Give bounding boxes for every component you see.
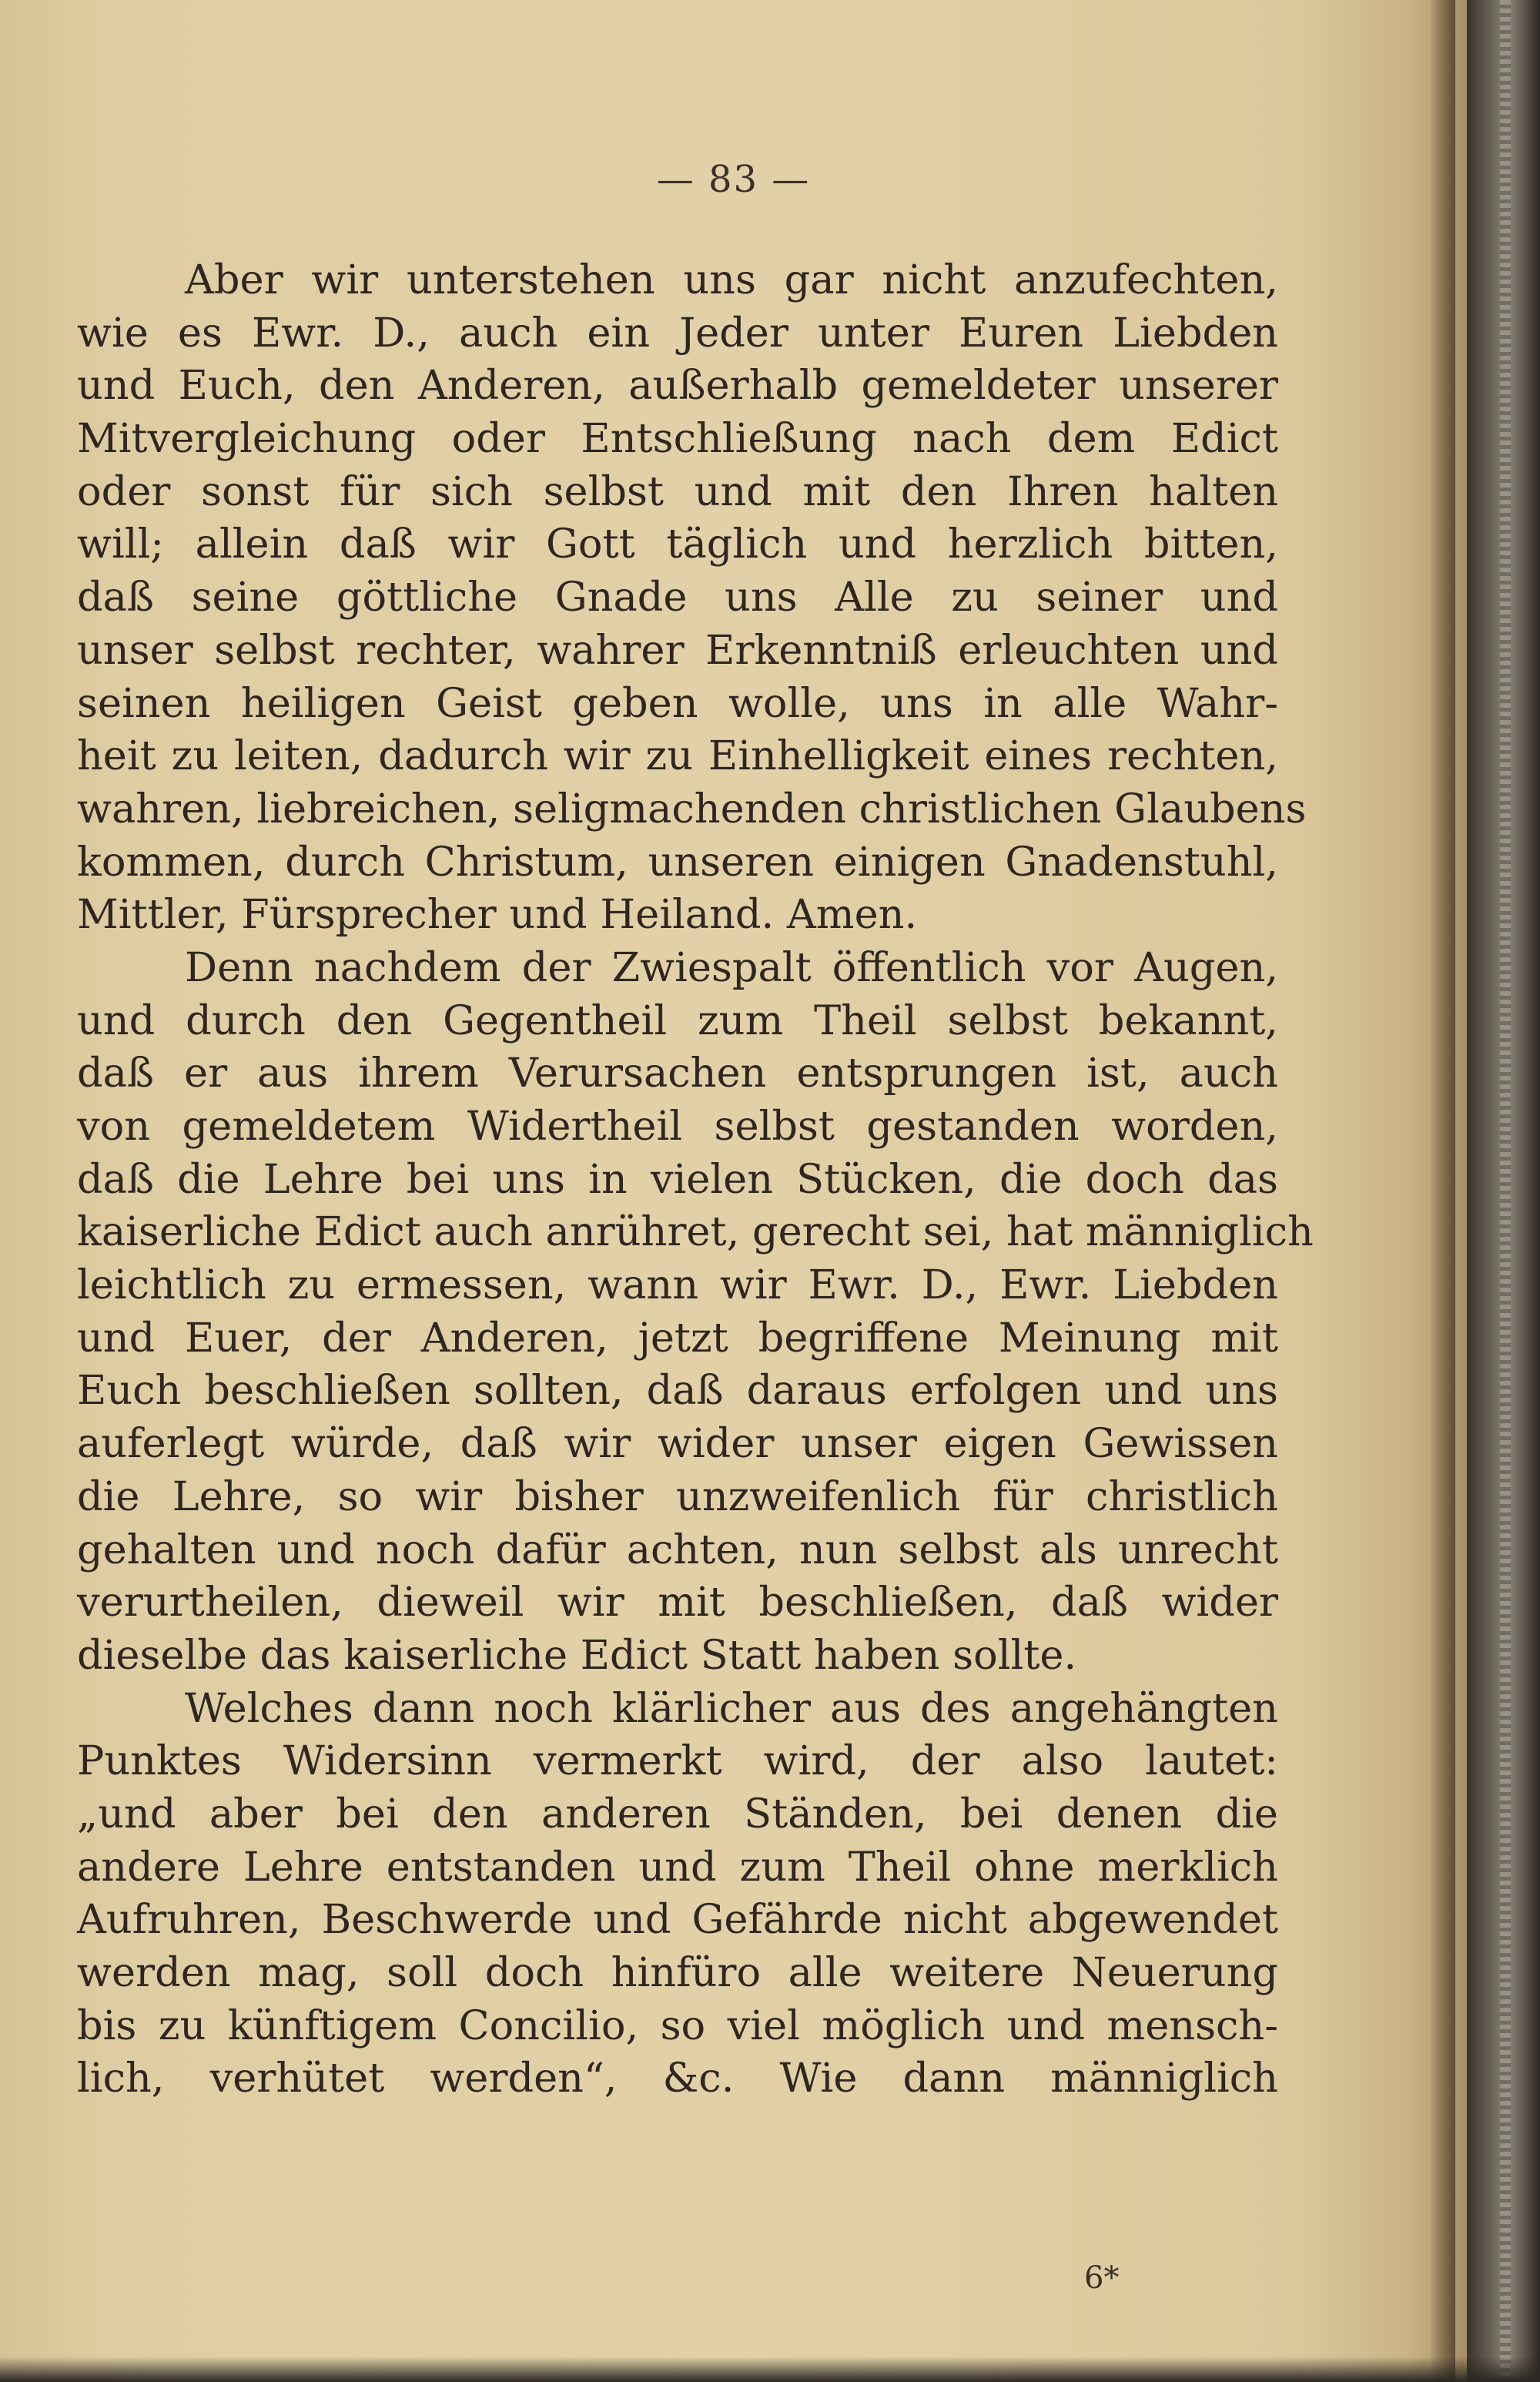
body-text bbox=[77, 254, 1314, 2106]
page-fore-edge bbox=[1431, 0, 1455, 2382]
binding-texture bbox=[1500, 0, 1511, 2382]
text-line: und Euch, den Anderen, außerhalb gemeldeter unserer bbox=[77, 362, 1278, 410]
text-line: und durch den Gegentheil zum Theil selbst bekannt, bbox=[77, 997, 1278, 1044]
signature-mark: 6* bbox=[1084, 2260, 1120, 2296]
text-line: daß er aus ihrem Verursachen entsprungen ist, auch bbox=[77, 1050, 1278, 1097]
text-line: oder sonst für sich selbst und mit den Ihren halten bbox=[77, 467, 1278, 515]
text-line: Euch beschließen sollten, daß daraus erfolgen und uns bbox=[77, 1367, 1278, 1415]
text-line: verurtheilen, dieweil wir mit beschließen, daß wider bbox=[77, 1579, 1278, 1627]
text-line: dieselbe das kaiserliche Edict Statt haben sollte. bbox=[77, 1631, 1077, 1679]
text-line: kaiserliche Edict auch anrühret, gerecht sei, hat männiglich bbox=[77, 1208, 1314, 1256]
text-line: andere Lehre entstanden und zum Theil ohne merklich bbox=[77, 1843, 1278, 1891]
text-line: leichtlich zu ermessen, wann wir Ewr. D., Ewr. Liebden bbox=[77, 1261, 1278, 1309]
text-line: daß seine göttliche Gnade uns Alle zu seiner und bbox=[77, 574, 1278, 621]
text-line: werden mag, soll doch hinfüro alle weitere Neuerung bbox=[77, 1949, 1278, 1996]
text-line: bis zu künftigem Concilio, so viel möglich und mensch- bbox=[77, 2002, 1278, 2049]
text-line: unser selbst rechter, wahrer Erkenntniß erleuchten und bbox=[77, 626, 1278, 674]
text-line: Aufruhren, Beschwerde und Gefährde nicht abgewendet bbox=[77, 1896, 1278, 1944]
text-line: Mitvergleichung oder Entschließung nach dem Edict bbox=[77, 415, 1278, 463]
page-number-header: — 83 — bbox=[656, 158, 811, 201]
text-line: Denn nachdem der Zwiespalt öffentlich vor Augen, bbox=[185, 943, 1278, 991]
text-line: Welches dann noch klärlicher aus des angehängten bbox=[185, 1684, 1278, 1732]
text-line: Aber wir unterstehen uns gar nicht anzufechten, bbox=[185, 256, 1278, 303]
text-line: wie es Ewr. D., auch ein Jeder unter Euren Liebden bbox=[77, 309, 1278, 357]
text-line: die Lehre, so wir bisher unzweifenlich für christlich bbox=[77, 1472, 1278, 1520]
text-line: auferlegt würde, daß wir wider unser eigen Gewissen bbox=[77, 1420, 1278, 1468]
text-line: kommen, durch Christum, unseren einigen Gnadenstuhl, bbox=[77, 838, 1278, 886]
text-line: Punktes Widersinn vermerkt wird, der also lautet: bbox=[77, 1737, 1278, 1785]
text-line: wahren, liebreichen, seligmachenden christlichen Glaubens bbox=[77, 785, 1307, 833]
text-line: daß die Lehre bei uns in vielen Stücken, die doch das bbox=[77, 1155, 1278, 1203]
text-line: seinen heiligen Geist geben wolle, uns in alle Wahr- bbox=[77, 679, 1278, 727]
text-line: gehalten und noch dafür achten, nun selbst als unrecht bbox=[77, 1526, 1278, 1573]
text-line: heit zu leiten, dadurch wir zu Einhelligkeit eines rechten, bbox=[77, 732, 1278, 780]
text-line: von gemeldetem Widertheil selbst gestanden worden, bbox=[77, 1103, 1278, 1150]
bottom-shadow bbox=[0, 2357, 1540, 2382]
text-line: und Euer, der Anderen, jetzt begriffene Meinung mit bbox=[77, 1314, 1278, 1362]
text-line: Mittler, Fürsprecher und Heiland. Amen. bbox=[77, 891, 918, 939]
text-line: „und aber bei den anderen Ständen, bei denen die bbox=[77, 1790, 1278, 1838]
text-line: lich, verhütet werden“, &c. Wie dann männiglich bbox=[77, 2055, 1278, 2102]
text-line: will; allein daß wir Gott täglich und herzlich bitten, bbox=[77, 521, 1278, 568]
